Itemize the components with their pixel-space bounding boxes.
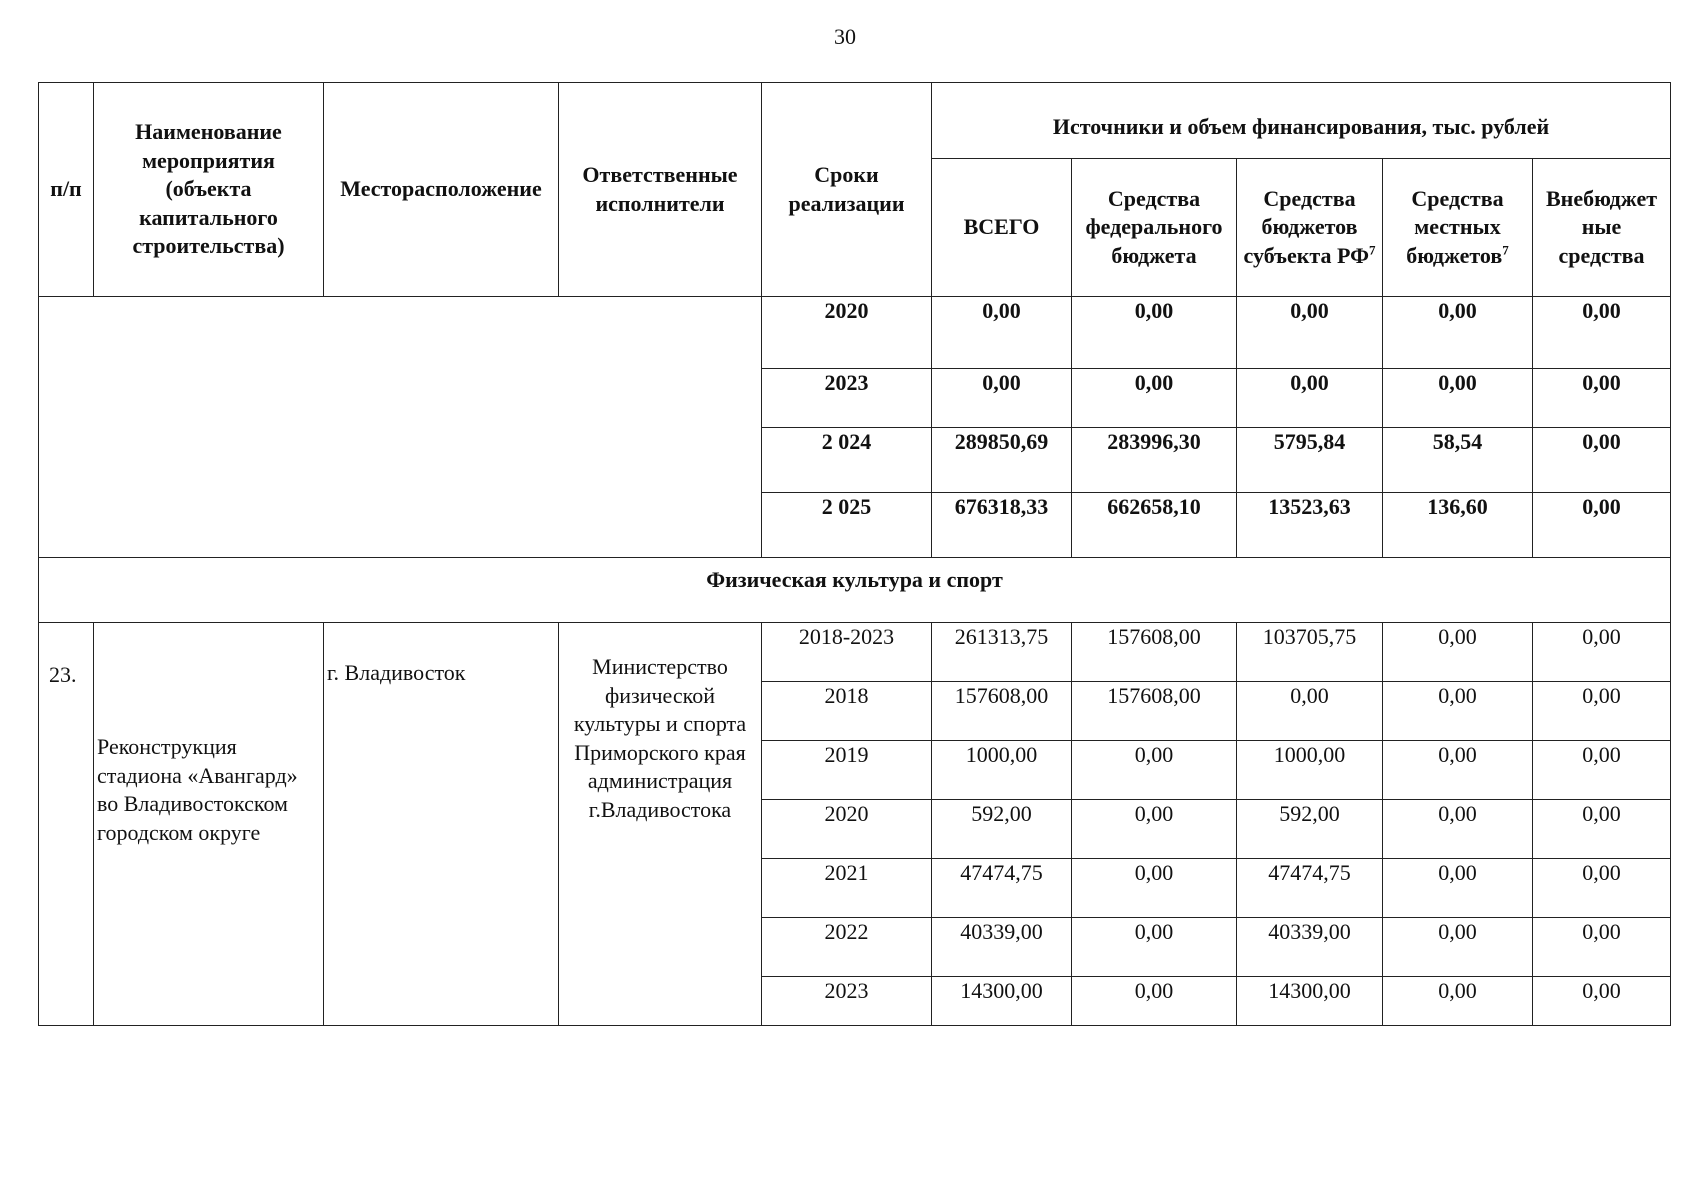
summary-row [39, 297, 1671, 369]
summary-total: 676318,33 [932, 493, 1072, 558]
header-location: Месторасположение [324, 83, 559, 297]
project-federal: 157608,00 [1072, 682, 1237, 741]
project-extra: 0,00 [1533, 918, 1671, 977]
section-title: Физическая культура и спорт [39, 558, 1671, 623]
summary-year: 2023 [762, 369, 932, 428]
summary-year: 2 025 [762, 493, 932, 558]
header-local-label: Средства местных бюджетов [1406, 185, 1504, 268]
project-extra: 0,00 [1533, 977, 1671, 1026]
project-total: 261313,75 [932, 623, 1072, 682]
summary-total: 289850,69 [932, 428, 1072, 493]
project-total: 40339,00 [932, 918, 1072, 977]
header-terms: Сроки реализации [762, 83, 932, 297]
summary-extra: 0,00 [1533, 493, 1671, 558]
project-federal: 0,00 [1072, 741, 1237, 800]
project-federal: 0,00 [1072, 977, 1237, 1026]
header-subject-label: Средства бюджетов субъекта РФ [1243, 185, 1369, 268]
project-local: 0,00 [1383, 741, 1533, 800]
header-local-footnote: 7 [1502, 242, 1509, 258]
summary-subject: 5795,84 [1237, 428, 1383, 493]
summary-total: 0,00 [932, 297, 1072, 369]
header-extra: Внебюджет ные средства [1533, 159, 1671, 297]
section-row [39, 558, 1671, 623]
header-federal: Средства федерального бюджета [1072, 159, 1237, 297]
project-total: 47474,75 [932, 859, 1072, 918]
financing-table [38, 82, 1671, 1026]
page-number: 30 [834, 24, 856, 49]
project-subject: 40339,00 [1237, 918, 1383, 977]
project-location: г. Владивосток [324, 623, 559, 1026]
summary-year: 2 024 [762, 428, 932, 493]
project-year: 2021 [762, 859, 932, 918]
header-executors: Ответственные исполнители [559, 83, 762, 297]
header-subject [1237, 159, 1383, 297]
project-year: 2019 [762, 741, 932, 800]
project-extra: 0,00 [1533, 682, 1671, 741]
summary-federal: 283996,30 [1072, 428, 1237, 493]
project-total: 592,00 [932, 800, 1072, 859]
header-num: п/п [39, 83, 94, 297]
project-year: 2018-2023 [762, 623, 932, 682]
summary-subject: 13523,63 [1237, 493, 1383, 558]
project-local: 0,00 [1383, 623, 1533, 682]
header-subject-footnote: 7 [1368, 242, 1376, 258]
project-federal: 0,00 [1072, 800, 1237, 859]
project-subject: 14300,00 [1237, 977, 1383, 1026]
summary-local: 136,60 [1383, 493, 1533, 558]
summary-local: 58,54 [1383, 428, 1533, 493]
header-sources: Источники и объем финансирования, тыс. рублей [932, 83, 1671, 159]
project-extra: 0,00 [1533, 800, 1671, 859]
project-extra: 0,00 [1533, 623, 1671, 682]
summary-federal: 0,00 [1072, 297, 1237, 369]
project-total: 1000,00 [932, 741, 1072, 800]
project-year: 2023 [762, 977, 932, 1026]
summary-extra: 0,00 [1533, 297, 1671, 369]
summary-federal: 662658,10 [1072, 493, 1237, 558]
project-name: Реконструкция стадиона «Авангард» во Владивостокском городском округе [94, 623, 324, 1026]
summary-extra: 0,00 [1533, 369, 1671, 428]
project-num: 23. [39, 623, 94, 1026]
project-row [39, 623, 1671, 682]
project-year: 2020 [762, 800, 932, 859]
summary-extra: 0,00 [1533, 428, 1671, 493]
project-subject: 0,00 [1237, 682, 1383, 741]
project-year: 2018 [762, 682, 932, 741]
project-federal: 157608,00 [1072, 623, 1237, 682]
project-executors: Министерство физической культуры и спорта Приморского края администрация г.Владивостока [559, 623, 762, 1026]
project-extra: 0,00 [1533, 859, 1671, 918]
project-subject: 103705,75 [1237, 623, 1383, 682]
project-subject: 1000,00 [1237, 741, 1383, 800]
header-name: Наименование мероприятия (объекта капитального строительства) [94, 83, 324, 297]
summary-blank-cell [39, 297, 762, 558]
project-local: 0,00 [1383, 859, 1533, 918]
summary-subject: 0,00 [1237, 369, 1383, 428]
project-federal: 0,00 [1072, 859, 1237, 918]
header-total: ВСЕГО [932, 159, 1072, 297]
project-local: 0,00 [1383, 977, 1533, 1026]
project-extra: 0,00 [1533, 741, 1671, 800]
project-subject: 47474,75 [1237, 859, 1383, 918]
project-federal: 0,00 [1072, 918, 1237, 977]
project-total: 14300,00 [932, 977, 1072, 1026]
project-local: 0,00 [1383, 918, 1533, 977]
summary-local: 0,00 [1383, 369, 1533, 428]
project-year: 2022 [762, 918, 932, 977]
project-total: 157608,00 [932, 682, 1072, 741]
summary-local: 0,00 [1383, 297, 1533, 369]
project-subject: 592,00 [1237, 800, 1383, 859]
project-local: 0,00 [1383, 800, 1533, 859]
project-local: 0,00 [1383, 682, 1533, 741]
summary-subject: 0,00 [1237, 297, 1383, 369]
header-local [1383, 159, 1533, 297]
summary-year: 2020 [762, 297, 932, 369]
summary-federal: 0,00 [1072, 369, 1237, 428]
summary-total: 0,00 [932, 369, 1072, 428]
